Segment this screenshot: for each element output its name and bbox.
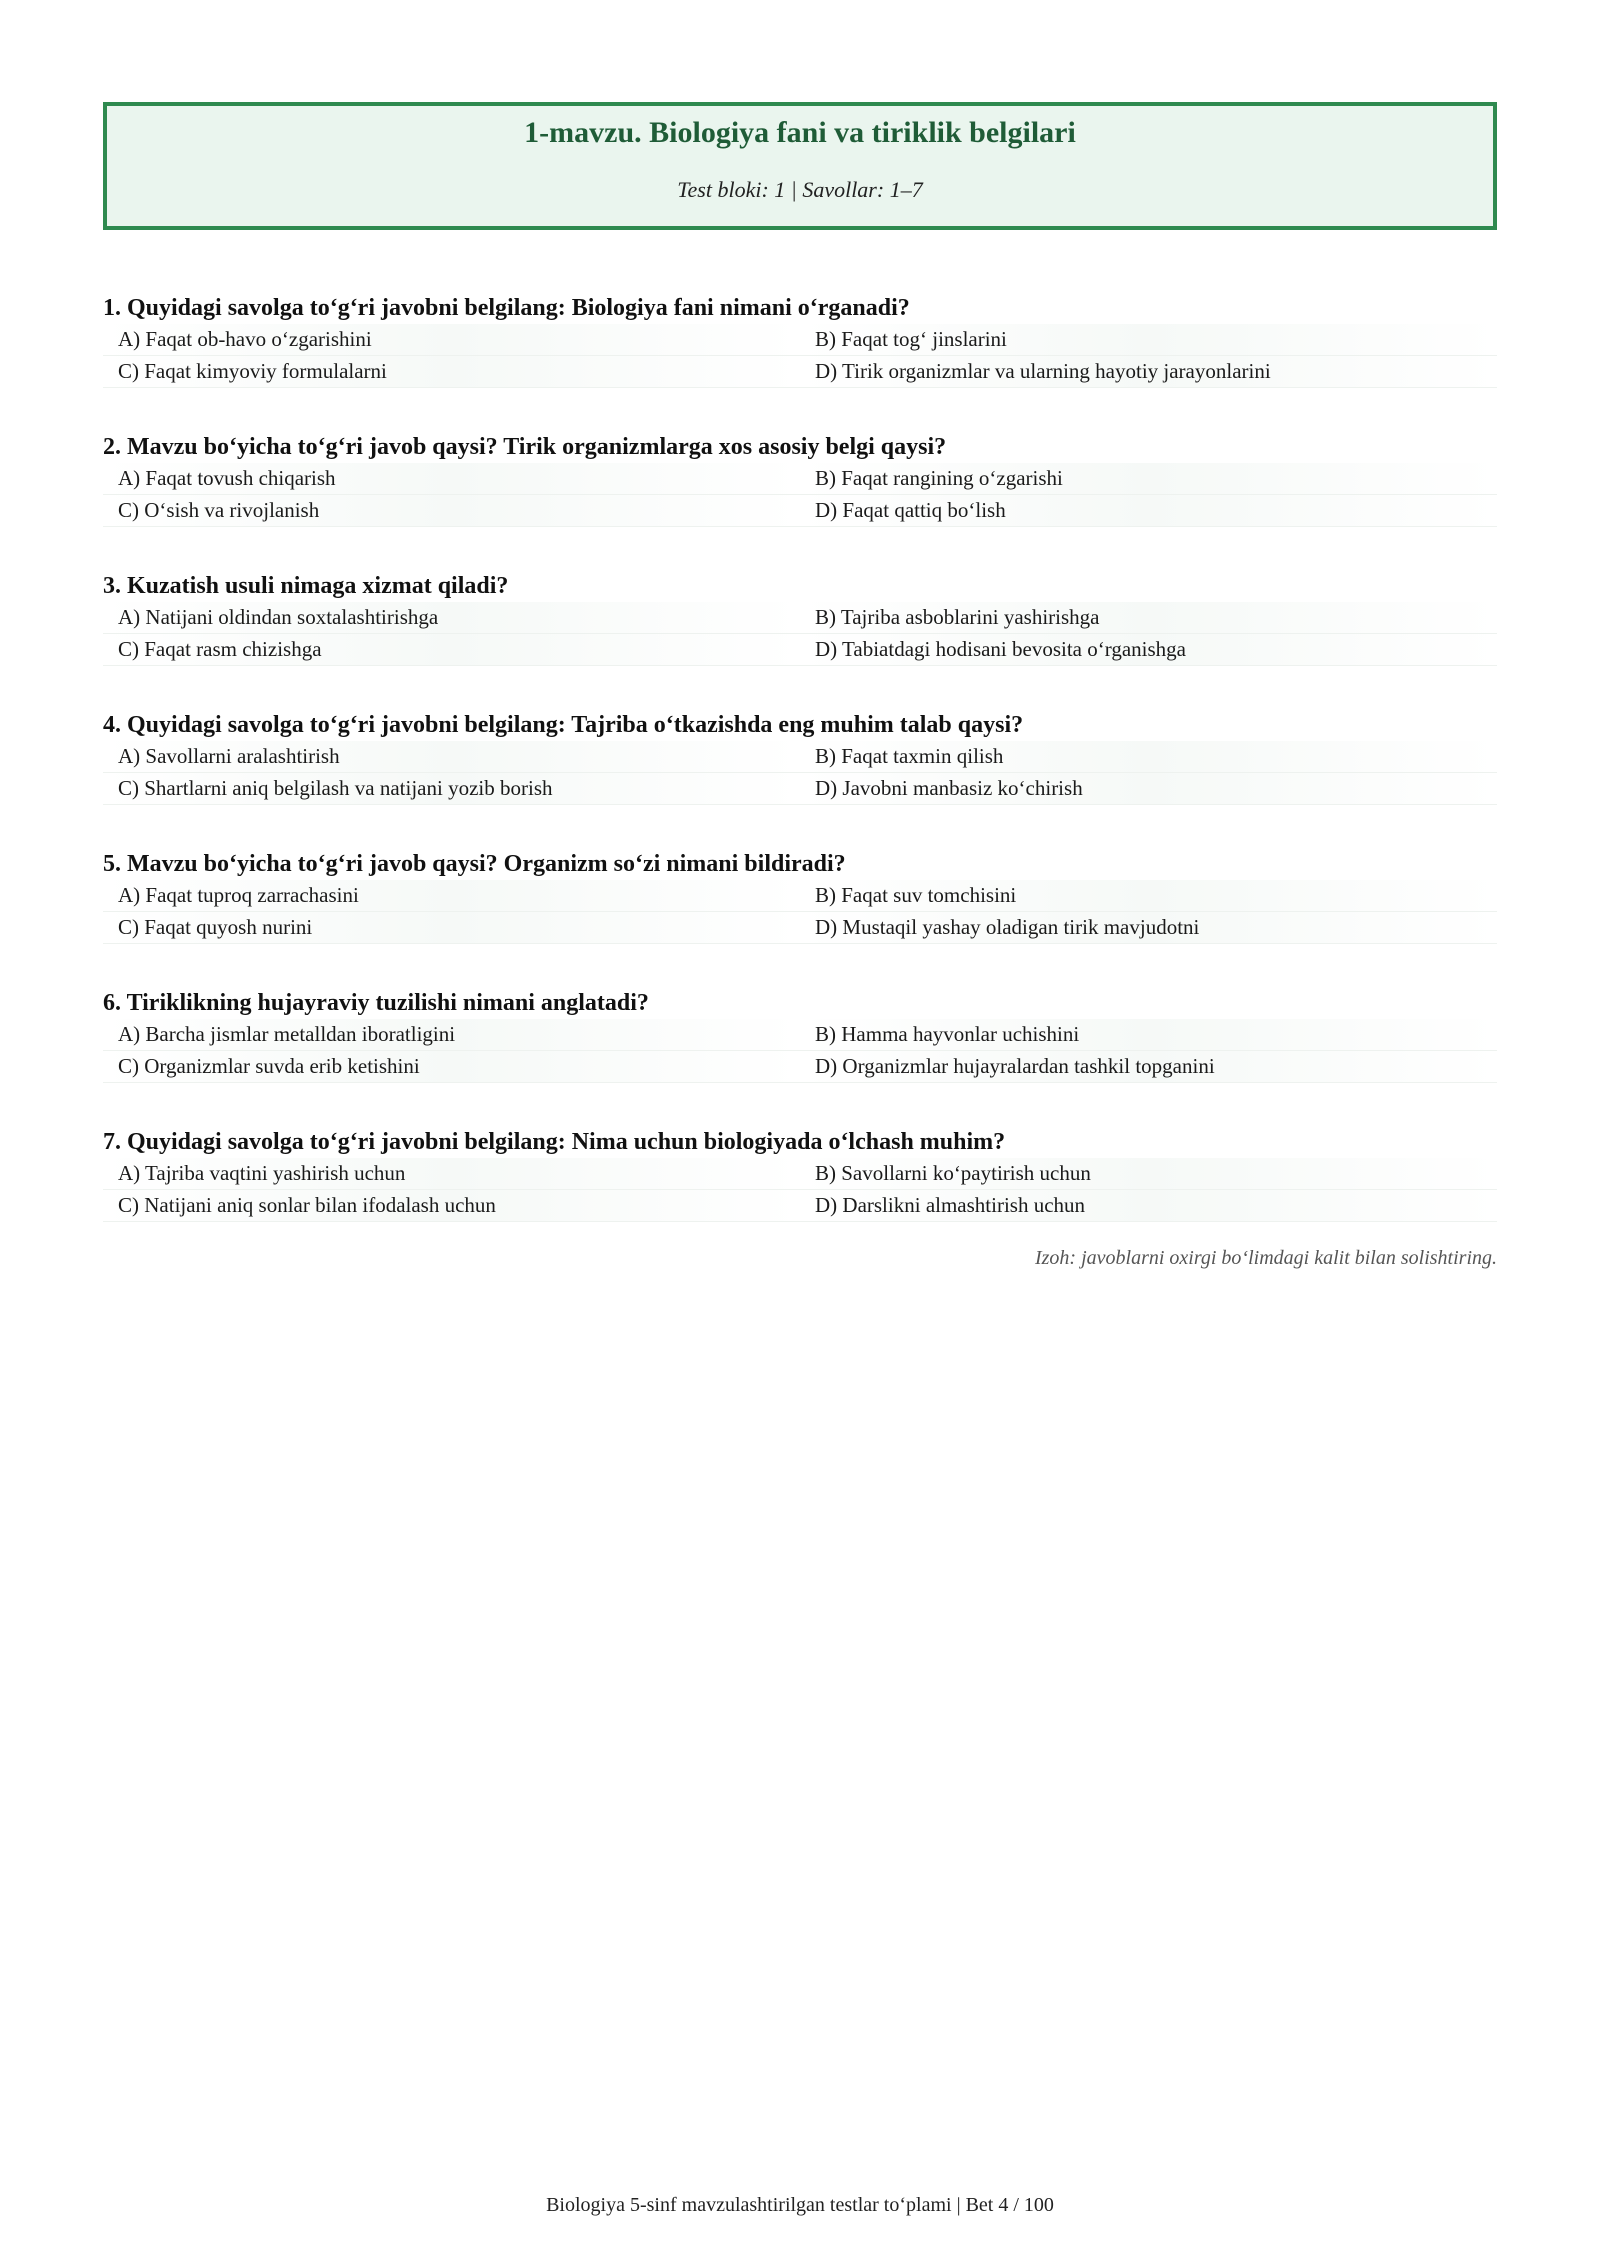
- option-a: A) Faqat tovush chiqarish: [103, 463, 800, 495]
- question-6: [103, 987, 1497, 1083]
- option-c: C) Faqat quyosh nurini: [103, 912, 800, 944]
- question-text: 1. Quyidagi savolga to‘g‘ri javobni belgilang: Biologiya fani nimani o‘rganadi?: [103, 295, 910, 321]
- option-c: C) Faqat kimyoviy formulalarni: [103, 356, 800, 388]
- option-a: A) Tajriba vaqtini yashirish uchun: [103, 1158, 800, 1190]
- answer-options: [103, 1019, 1497, 1083]
- answer-options: [103, 602, 1497, 666]
- question-list: [103, 292, 1497, 1222]
- option-b: B) Faqat rangining o‘zgarishi: [800, 463, 1497, 495]
- page-title: 1-mavzu. Biologiya fani va tiriklik belgilari: [524, 116, 1076, 149]
- question-text: 7. Quyidagi savolga to‘g‘ri javobni belgilang: Nima uchun biologiyada o‘lchash muhim?: [103, 1129, 1006, 1155]
- answer-options: [103, 324, 1497, 388]
- option-c: C) Natijani aniq sonlar bilan ifodalash uchun: [103, 1190, 800, 1222]
- question-text: 4. Quyidagi savolga to‘g‘ri javobni belgilang: Tajriba o‘tkazishda eng muhim talab qaysi?: [103, 712, 1024, 738]
- question-text: 5. Mavzu bo‘yicha to‘g‘ri javob qaysi? Organizm so‘zi nimani bildiradi?: [103, 851, 846, 877]
- question-text: 2. Mavzu bo‘yicha to‘g‘ri javob qaysi? Tirik organizmlarga xos asosiy belgi qaysi?: [103, 434, 947, 460]
- option-c: C) O‘sish va rivojlanish: [103, 495, 800, 527]
- question-text: 6. Tiriklikning hujayraviy tuzilishi nimani anglatadi?: [103, 990, 649, 1016]
- option-c: C) Faqat rasm chizishga: [103, 634, 800, 666]
- option-a: A) Faqat tuproq zarrachasini: [103, 880, 800, 912]
- option-d: D) Tabiatdagi hodisani bevosita o‘rganishga: [800, 634, 1497, 666]
- question-3: [103, 570, 1497, 666]
- option-d: D) Darslikni almashtirish uchun: [800, 1190, 1497, 1222]
- title-box: [103, 102, 1497, 230]
- page: [103, 102, 1497, 1270]
- option-d: D) Tirik organizmlar va ularning hayotiy jarayonlarini: [800, 356, 1497, 388]
- question-text: 3. Kuzatish usuli nimaga xizmat qiladi?: [103, 573, 509, 599]
- answer-options: [103, 1158, 1497, 1222]
- option-a: A) Natijani oldindan soxtalashtirishga: [103, 602, 800, 634]
- option-b: B) Tajriba asboblarini yashirishga: [800, 602, 1497, 634]
- answer-key-note: Izoh: javoblarni oxirgi bo‘limdagi kalit bilan solishtiring.: [1034, 1247, 1497, 1269]
- page-footer: Biologiya 5-sinf mavzulashtirilgan testlar to‘plami | Bet 4 / 100: [546, 2194, 1054, 2216]
- page-subtitle: Test bloki: 1 | Savollar: 1–7: [677, 177, 923, 202]
- option-b: B) Savollarni ko‘paytirish uchun: [800, 1158, 1497, 1190]
- option-b: B) Faqat suv tomchisini: [800, 880, 1497, 912]
- answer-options: [103, 741, 1497, 805]
- question-5: [103, 848, 1497, 944]
- option-a: A) Faqat ob-havo o‘zgarishini: [103, 324, 800, 356]
- option-b: B) Faqat taxmin qilish: [800, 741, 1497, 773]
- option-c: C) Organizmlar suvda erib ketishini: [103, 1051, 800, 1083]
- option-b: B) Hamma hayvonlar uchishini: [800, 1019, 1497, 1051]
- option-a: A) Savollarni aralashtirish: [103, 741, 800, 773]
- option-d: D) Organizmlar hujayralardan tashkil topganini: [800, 1051, 1497, 1083]
- option-d: D) Javobni manbasiz ko‘chirish: [800, 773, 1497, 805]
- question-1: [103, 292, 1497, 388]
- option-b: B) Faqat tog‘ jinslarini: [800, 324, 1497, 356]
- option-d: D) Faqat qattiq bo‘lish: [800, 495, 1497, 527]
- answer-options: [103, 880, 1497, 944]
- answer-options: [103, 463, 1497, 527]
- question-7: [103, 1126, 1497, 1222]
- option-d: D) Mustaqil yashay oladigan tirik mavjudotni: [800, 912, 1497, 944]
- question-2: [103, 431, 1497, 527]
- question-4: [103, 709, 1497, 805]
- option-c: C) Shartlarni aniq belgilash va natijani yozib borish: [103, 773, 800, 805]
- option-a: A) Barcha jismlar metalldan iboratligini: [103, 1019, 800, 1051]
